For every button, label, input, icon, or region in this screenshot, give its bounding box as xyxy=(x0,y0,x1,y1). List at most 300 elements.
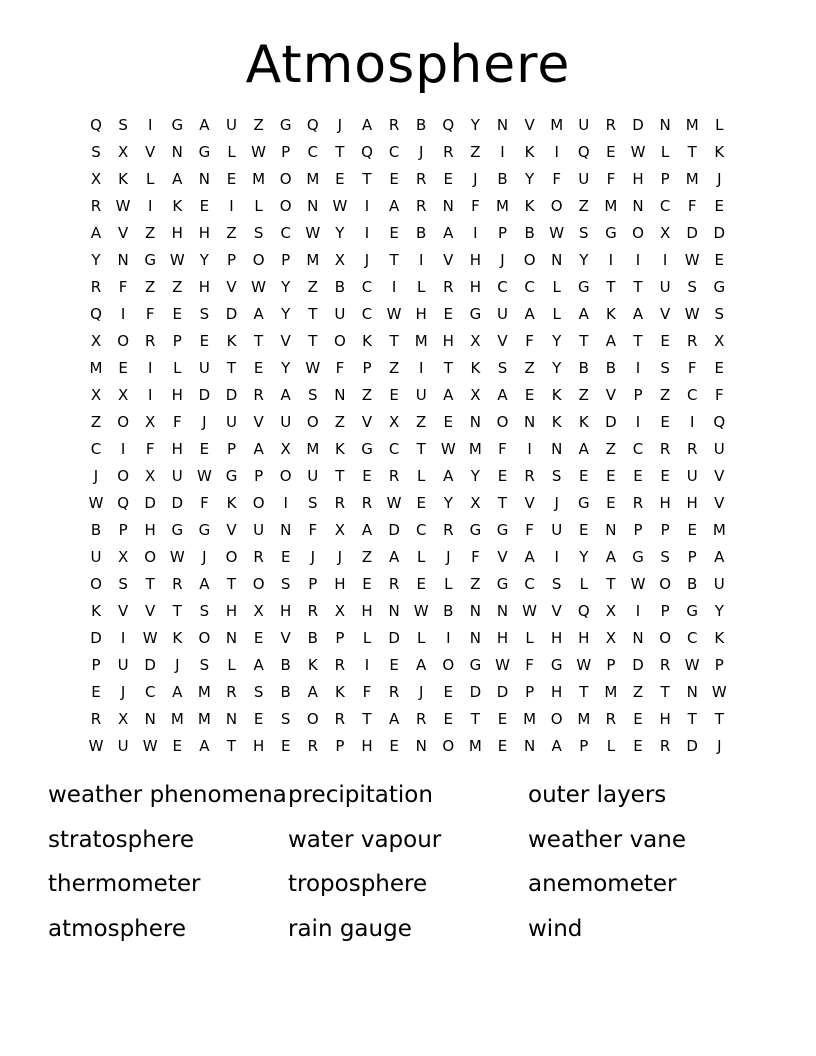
grid-letter: K xyxy=(334,683,345,701)
grid-letter: Q xyxy=(306,116,319,134)
grid-letter: N xyxy=(605,521,617,539)
grid-letter: G xyxy=(713,278,726,296)
grid-letter: N xyxy=(225,710,238,728)
grid-letter: I xyxy=(120,440,126,458)
grid-letter: C xyxy=(361,305,373,323)
grid-letter: E xyxy=(253,629,264,647)
grid-letter: F xyxy=(552,170,561,188)
grid-letter: N xyxy=(144,710,156,728)
grid-letter: Q xyxy=(442,116,455,134)
grid-letter: I xyxy=(229,197,234,215)
grid-letter: U xyxy=(713,440,725,458)
grid-letter: G xyxy=(686,602,698,620)
grid-letter: H xyxy=(361,602,373,620)
grid-letter: N xyxy=(632,197,644,215)
grid-letter: O xyxy=(117,413,129,431)
grid-letter: N xyxy=(551,440,563,458)
grid-letter: Q xyxy=(577,602,590,620)
grid-letter: U xyxy=(334,305,346,323)
grid-letter: Z xyxy=(470,575,481,593)
grid-letter: N xyxy=(280,521,292,539)
grid-letter: S xyxy=(118,575,128,593)
grid-letter: R xyxy=(686,440,698,458)
grid-letter: T xyxy=(335,467,345,485)
grid-letter: N xyxy=(307,197,319,215)
grid-letter: W xyxy=(305,359,321,377)
grid-letter: Z xyxy=(361,386,373,404)
grid-letter: C xyxy=(388,440,400,458)
grid-letter: Y xyxy=(281,278,291,296)
grid-letter: R xyxy=(415,710,427,728)
grid-letter: N xyxy=(632,629,644,647)
grid-letter: U xyxy=(226,413,237,431)
grid-letter: O xyxy=(306,413,319,431)
grid-letter: R xyxy=(388,683,400,701)
grid-letter: F xyxy=(714,386,724,404)
grid-letter: M xyxy=(496,197,509,215)
grid-letter: T xyxy=(362,170,372,188)
grid-letter: Y xyxy=(579,251,589,269)
grid-letter: D xyxy=(144,494,156,512)
grid-letter: R xyxy=(334,494,346,512)
grid-letter: K xyxy=(524,143,535,161)
grid-letter: F xyxy=(471,197,480,215)
grid-letter: C xyxy=(280,224,291,242)
grid-letter: V xyxy=(280,629,291,647)
grid-letter: C xyxy=(686,386,698,404)
grid-letter: A xyxy=(253,440,264,458)
grid-letter: W xyxy=(413,602,429,620)
grid-letter: U xyxy=(117,737,129,755)
grid-letter: Q xyxy=(117,494,129,512)
grid-letter: E xyxy=(118,359,128,377)
grid-letter: W xyxy=(684,251,700,269)
word-list-item: precipitation xyxy=(288,782,433,808)
grid-letter: L xyxy=(525,629,534,647)
grid-letter: E xyxy=(389,170,399,188)
grid-letter: G xyxy=(171,521,184,539)
grid-letter: X xyxy=(334,521,346,539)
grid-letter: B xyxy=(578,359,589,377)
grid-letter: R xyxy=(659,440,671,458)
grid-letter: P xyxy=(118,521,128,539)
grid-letter: D xyxy=(686,737,698,755)
grid-letter: U xyxy=(226,116,237,134)
grid-letter: M xyxy=(197,710,211,728)
grid-letter: S xyxy=(660,548,670,566)
grid-letter: A xyxy=(388,548,400,566)
grid-letter: E xyxy=(687,521,697,539)
grid-letter: E xyxy=(199,332,210,350)
grid-letter: J xyxy=(418,683,424,701)
grid-letter: Y xyxy=(281,359,291,377)
grid-letter: I xyxy=(446,629,451,647)
grid-letter: O xyxy=(333,332,346,350)
grid-letter: V xyxy=(117,602,129,620)
grid-letter: L xyxy=(146,170,155,188)
grid-letter: V xyxy=(524,494,535,512)
grid-letter: T xyxy=(660,683,670,701)
grid-letter: B xyxy=(90,521,102,539)
grid-letter: P xyxy=(687,548,697,566)
grid-letter: F xyxy=(145,305,155,323)
grid-letter: D xyxy=(388,629,400,647)
grid-letter: N xyxy=(225,629,238,647)
grid-letter: I xyxy=(635,602,641,620)
grid-letter: E xyxy=(524,386,535,404)
grid-letter: U xyxy=(280,413,292,431)
grid-letter: N xyxy=(388,602,400,620)
grid-letter: W xyxy=(142,737,158,755)
grid-letter: X xyxy=(280,440,291,458)
grid-letter: K xyxy=(91,602,101,620)
grid-letter: H xyxy=(252,737,265,755)
grid-letter: C xyxy=(90,440,102,458)
grid-letter: U xyxy=(713,575,725,593)
grid-letter: L xyxy=(254,197,263,215)
grid-letter: S xyxy=(714,305,725,323)
grid-letter: D xyxy=(632,656,644,674)
grid-letter: X xyxy=(145,413,156,431)
grid-letter: P xyxy=(633,521,643,539)
grid-letter: N xyxy=(469,629,481,647)
grid-letter: R xyxy=(90,710,102,728)
grid-letter: Z xyxy=(416,413,427,431)
grid-letter: M xyxy=(306,440,320,458)
grid-letter: P xyxy=(281,143,291,161)
grid-letter: P xyxy=(660,521,670,539)
grid-letter: U xyxy=(415,386,427,404)
grid-letter: B xyxy=(605,359,617,377)
grid-letter: E xyxy=(579,521,589,539)
grid-letter: O xyxy=(632,224,644,242)
grid-letter: A xyxy=(253,656,264,674)
grid-letter: X xyxy=(334,602,346,620)
grid-letter: B xyxy=(280,683,291,701)
grid-letter: D xyxy=(686,224,698,242)
grid-letter: P xyxy=(606,656,616,674)
grid-letter: O xyxy=(279,170,292,188)
grid-letter: F xyxy=(145,440,155,458)
grid-letter: C xyxy=(497,278,508,296)
grid-letter: F xyxy=(362,683,372,701)
grid-letter: S xyxy=(497,359,508,377)
grid-letter: E xyxy=(226,170,237,188)
grid-letter: O xyxy=(496,413,509,431)
grid-letter: M xyxy=(468,440,482,458)
grid-letter: G xyxy=(361,440,373,458)
grid-letter: P xyxy=(497,224,508,242)
grid-letter: N xyxy=(117,251,129,269)
grid-letter: E xyxy=(199,197,210,215)
grid-letter: R xyxy=(334,656,346,674)
grid-letter: U xyxy=(171,467,183,485)
grid-letter: V xyxy=(551,602,562,620)
grid-letter: T xyxy=(416,440,426,458)
grid-letter: E xyxy=(253,710,264,728)
grid-letter: M xyxy=(604,683,618,701)
grid-letter: T xyxy=(687,710,697,728)
grid-letter: Q xyxy=(361,143,373,161)
grid-letter: E xyxy=(606,494,616,512)
grid-letter: G xyxy=(225,467,238,485)
grid-letter: E xyxy=(443,413,454,431)
grid-letter: O xyxy=(252,494,265,512)
grid-letter: N xyxy=(171,143,183,161)
grid-letter: V xyxy=(714,467,725,485)
grid-letter: Y xyxy=(91,251,101,269)
grid-letter: O xyxy=(442,737,455,755)
grid-letter: I xyxy=(147,116,153,134)
grid-letter: H xyxy=(551,629,563,647)
grid-letter: C xyxy=(361,278,373,296)
grid-letter: R xyxy=(307,602,319,620)
grid-letter: Y xyxy=(579,548,589,566)
grid-letter: A xyxy=(307,683,318,701)
word-list-item: anemometer xyxy=(528,871,677,897)
grid-letter: O xyxy=(659,575,671,593)
grid-letter: E xyxy=(389,224,399,242)
grid-letter: J xyxy=(202,548,207,566)
grid-letter: T xyxy=(714,710,724,728)
grid-letter: Q xyxy=(90,116,102,134)
grid-letter: R xyxy=(90,197,102,215)
grid-letter: S xyxy=(118,116,128,134)
grid-letter: N xyxy=(442,197,454,215)
grid-letter: N xyxy=(551,251,563,269)
grid-letter: V xyxy=(497,332,508,350)
grid-letter: M xyxy=(550,116,564,134)
grid-letter: W xyxy=(495,656,510,674)
grid-letter: B xyxy=(443,602,454,620)
grid-letter: X xyxy=(90,170,102,188)
grid-letter: T xyxy=(633,332,643,350)
grid-letter: Z xyxy=(659,386,671,404)
grid-letter: V xyxy=(253,413,264,431)
grid-letter: S xyxy=(551,575,562,593)
grid-letter: G xyxy=(469,521,482,539)
grid-letter: H xyxy=(334,575,346,593)
grid-letter: T xyxy=(254,332,264,350)
grid-letter: I xyxy=(418,251,424,269)
grid-letter: E xyxy=(443,710,454,728)
grid-letter: H xyxy=(225,602,238,620)
grid-letter: U xyxy=(253,521,265,539)
grid-letter: R xyxy=(388,116,400,134)
grid-letter: S xyxy=(199,305,210,323)
grid-letter: W xyxy=(88,494,104,512)
grid-letter: J xyxy=(717,170,722,188)
grid-letter: L xyxy=(715,116,724,134)
grid-letter: I xyxy=(635,359,641,377)
grid-letter: X xyxy=(117,143,129,161)
grid-letter: J xyxy=(202,413,207,431)
grid-letter: B xyxy=(416,224,427,242)
grid-letter: O xyxy=(306,710,319,728)
grid-letter: Z xyxy=(307,278,318,296)
grid-letter: K xyxy=(605,305,616,323)
grid-letter: I xyxy=(391,278,397,296)
grid-letter: B xyxy=(524,224,535,242)
grid-letter: C xyxy=(144,683,156,701)
grid-letter: B xyxy=(687,575,698,593)
grid-letter: S xyxy=(280,575,291,593)
grid-letter: Z xyxy=(578,197,589,215)
word-list-item: atmosphere xyxy=(48,916,186,942)
grid-letter: F xyxy=(471,548,480,566)
grid-letter: P xyxy=(172,332,182,350)
grid-letter: A xyxy=(199,575,210,593)
word-list-item: water vapour xyxy=(288,827,442,853)
grid-letter: D xyxy=(713,224,726,242)
grid-letter: V xyxy=(117,224,129,242)
grid-letter: O xyxy=(117,332,129,350)
grid-letter: V xyxy=(145,143,156,161)
grid-letter: V xyxy=(145,602,156,620)
grid-letter: R xyxy=(443,278,454,296)
grid-letter: X xyxy=(388,413,400,431)
grid-letter: F xyxy=(525,332,534,350)
grid-letter: X xyxy=(470,386,481,404)
grid-letter: S xyxy=(579,224,589,242)
grid-letter: E xyxy=(389,656,399,674)
grid-letter: H xyxy=(171,440,183,458)
grid-letter: S xyxy=(308,494,318,512)
grid-letter: R xyxy=(172,575,183,593)
grid-letter: T xyxy=(226,359,237,377)
grid-letter: E xyxy=(443,305,454,323)
grid-letter: V xyxy=(524,116,535,134)
grid-letter: R xyxy=(415,170,427,188)
grid-letter: N xyxy=(469,602,481,620)
grid-letter: T xyxy=(606,575,616,593)
grid-letter: L xyxy=(660,143,670,161)
grid-letter: J xyxy=(364,251,370,269)
grid-letter: E xyxy=(443,683,454,701)
grid-letter: M xyxy=(685,170,699,188)
grid-letter: I xyxy=(662,251,668,269)
grid-letter: P xyxy=(633,386,643,404)
grid-letter: T xyxy=(443,359,453,377)
grid-letter: K xyxy=(578,413,589,431)
grid-letter: T xyxy=(308,332,318,350)
grid-letter: I xyxy=(554,143,559,161)
grid-letter: G xyxy=(550,656,563,674)
grid-letter: R xyxy=(334,710,346,728)
grid-letter: D xyxy=(90,629,102,647)
grid-letter: K xyxy=(470,359,481,377)
grid-letter: A xyxy=(416,656,427,674)
grid-letter: V xyxy=(714,494,725,512)
grid-letter: R xyxy=(253,548,264,566)
grid-letter: J xyxy=(337,116,343,134)
grid-letter: K xyxy=(714,143,725,161)
grid-letter: A xyxy=(199,116,210,134)
grid-letter: X xyxy=(253,602,264,620)
grid-letter: W xyxy=(386,305,402,323)
grid-letter: N xyxy=(686,683,698,701)
grid-letter: K xyxy=(226,494,237,512)
grid-letter: A xyxy=(172,683,183,701)
grid-letter: E xyxy=(714,197,725,215)
grid-letter: P xyxy=(660,170,670,188)
grid-letter: A xyxy=(578,440,589,458)
grid-letter: J xyxy=(473,170,478,188)
grid-letter: D xyxy=(496,683,509,701)
grid-letter: Y xyxy=(443,494,453,512)
grid-letter: R xyxy=(90,278,102,296)
grid-letter: N xyxy=(496,602,509,620)
word-list-item: thermometer xyxy=(48,871,201,897)
grid-letter: O xyxy=(442,656,455,674)
grid-letter: U xyxy=(578,170,590,188)
grid-letter: V xyxy=(280,332,291,350)
grid-letter: P xyxy=(281,251,291,269)
grid-letter: F xyxy=(335,359,345,377)
grid-letter: O xyxy=(523,251,536,269)
grid-letter: E xyxy=(497,467,508,485)
grid-letter: E xyxy=(660,332,670,350)
grid-letter: F xyxy=(200,494,209,512)
grid-letter: V xyxy=(659,305,671,323)
grid-letter: U xyxy=(551,521,563,539)
grid-letter: V xyxy=(361,413,373,431)
grid-letter: C xyxy=(388,143,400,161)
grid-letter: Z xyxy=(145,224,156,242)
grid-letter: D xyxy=(469,683,482,701)
grid-letter: L xyxy=(173,359,182,377)
grid-letter: R xyxy=(388,575,400,593)
grid-letter: M xyxy=(577,710,591,728)
grid-letter: H xyxy=(659,710,671,728)
grid-letter: M xyxy=(89,359,103,377)
grid-letter: A xyxy=(361,116,373,134)
grid-letter: Z xyxy=(226,224,237,242)
grid-letter: H xyxy=(659,494,671,512)
grid-letter: E xyxy=(91,683,101,701)
grid-letter: D xyxy=(225,305,238,323)
grid-letter: Y xyxy=(281,305,291,323)
grid-letter: G xyxy=(171,116,184,134)
grid-letter: T xyxy=(226,737,237,755)
grid-letter: U xyxy=(90,548,102,566)
grid-letter: B xyxy=(307,629,318,647)
grid-letter: Z xyxy=(524,359,535,377)
grid-letter: A xyxy=(443,467,454,485)
grid-letter: Z xyxy=(145,278,156,296)
grid-letter: O xyxy=(279,467,292,485)
grid-letter: Z xyxy=(605,440,617,458)
grid-letter: D xyxy=(198,386,211,404)
grid-letter: E xyxy=(416,575,426,593)
grid-letter: X xyxy=(605,629,617,647)
grid-letter: I xyxy=(608,251,614,269)
grid-letter: P xyxy=(226,440,237,458)
grid-letter: E xyxy=(497,710,508,728)
grid-letter: E xyxy=(633,710,643,728)
grid-letter: S xyxy=(551,467,562,485)
grid-letter: G xyxy=(605,224,617,242)
grid-letter: P xyxy=(335,737,345,755)
grid-letter: R xyxy=(632,494,644,512)
grid-letter: D xyxy=(388,521,400,539)
grid-letter: F xyxy=(172,413,182,431)
grid-letter: H xyxy=(198,224,211,242)
grid-letter: A xyxy=(90,224,102,242)
grid-letter: O xyxy=(550,710,563,728)
word-list-item: wind xyxy=(528,916,583,942)
grid-letter: Y xyxy=(335,224,345,242)
